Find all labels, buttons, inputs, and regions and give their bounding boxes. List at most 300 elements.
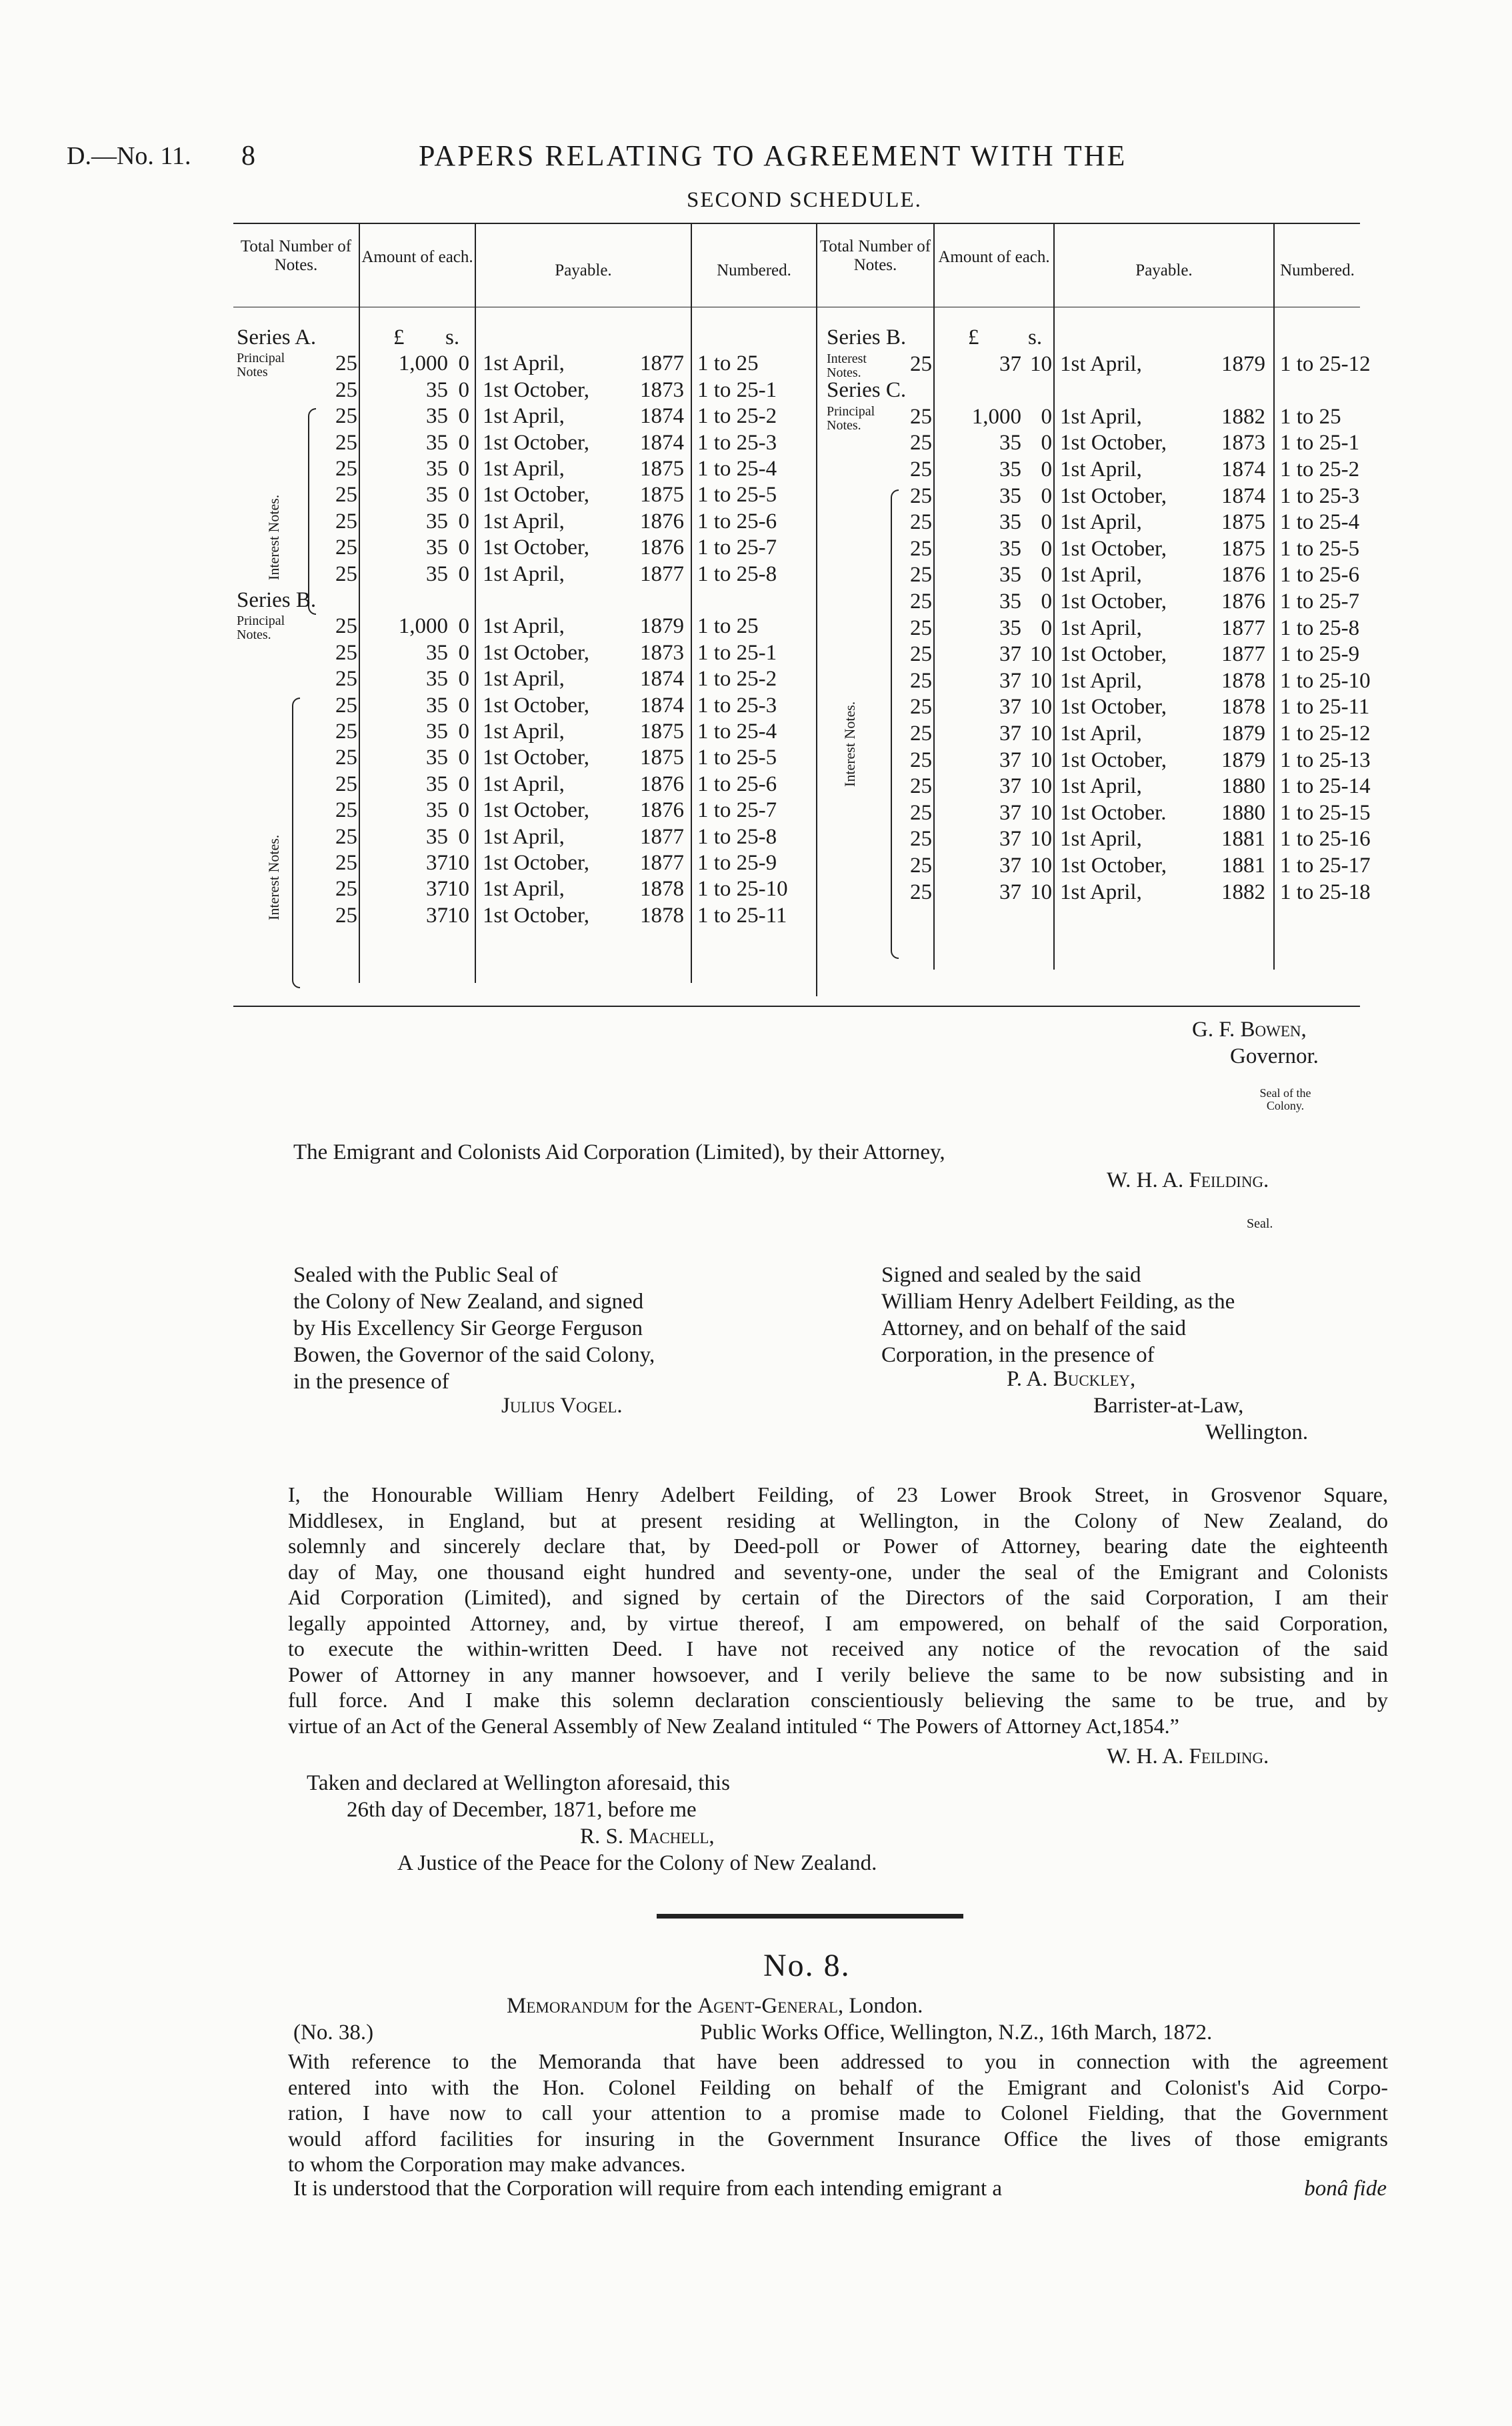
row-payable-date: 1st October. — [1060, 800, 1167, 825]
justice-name: R. S. Machell, — [580, 1825, 715, 1849]
row-payable-date: 1st October, — [483, 483, 589, 507]
row-pounds: 35 — [999, 616, 1021, 640]
row-count: 25 — [910, 748, 932, 772]
row-numbered: 1 to 25-10 — [1280, 668, 1371, 693]
row-numbered: 1 to 25-5 — [697, 746, 777, 770]
row-shillings: 0 — [458, 430, 469, 455]
row-pounds: 35 — [426, 457, 448, 481]
row-payable-date: 1st April, — [483, 720, 565, 744]
row-count: 25 — [910, 536, 932, 561]
shilling-marker: s. — [1028, 325, 1043, 349]
row-pounds: 35 — [999, 483, 1021, 508]
row-shillings: 0 — [458, 667, 469, 692]
row-pounds: 35 — [426, 404, 448, 429]
header-payable: Payable. — [555, 261, 612, 279]
row-payable-year: 1877 — [1221, 642, 1265, 667]
row-shillings: 0 — [1041, 589, 1052, 614]
row-shillings: 10 — [1030, 748, 1052, 772]
row-payable-date: 1st October, — [1060, 695, 1167, 720]
row-numbered: 1 to 25-17 — [1280, 854, 1371, 878]
row-payable-year: 1874 — [640, 430, 684, 455]
row-shillings: 10 — [1030, 695, 1052, 720]
row-payable-date: 1st October, — [1060, 431, 1167, 455]
row-payable-year: 1881 — [1221, 854, 1265, 878]
row-numbered: 1 to 25 — [697, 614, 759, 639]
row-pounds: 35 — [426, 430, 448, 455]
row-numbered: 1 to 25-8 — [1280, 616, 1360, 640]
row-shillings: 10 — [1030, 722, 1052, 746]
row-payable-year: 1874 — [640, 693, 684, 718]
row-payable-year: 1875 — [640, 483, 684, 507]
row-numbered: 1 to 25-4 — [1280, 510, 1360, 535]
row-payable-year: 1875 — [640, 720, 684, 744]
row-count: 25 — [910, 668, 932, 693]
row-count: 25 — [335, 561, 357, 586]
row-pounds: 37 — [426, 903, 448, 928]
row-payable-year: 1874 — [640, 404, 684, 429]
row-payable-year: 1874 — [1221, 483, 1265, 508]
row-count: 25 — [335, 824, 357, 849]
row-pounds: 37 — [999, 880, 1021, 904]
side-label-interest-notes: Interest Notes. — [265, 834, 282, 920]
declaration-line: virtue of an Act of the General Assembly of New Zealand intituled “ The Powers of Attorney Act,1854.” — [288, 1713, 1179, 1738]
col-divider — [816, 223, 817, 996]
row-payable-date: 1st October, — [483, 693, 589, 718]
row-shillings: 0 — [458, 693, 469, 718]
row-shillings: 0 — [1041, 457, 1052, 481]
table-bottom-rule — [233, 1006, 1360, 1007]
row-count: 25 — [910, 854, 932, 878]
row-payable-date: 1st April, — [1060, 668, 1142, 693]
sealed-line: in the presence of — [293, 1370, 449, 1394]
row-payable-year: 1874 — [640, 667, 684, 692]
row-payable-year: 1877 — [640, 561, 684, 586]
row-payable-date: 1st April, — [483, 614, 565, 639]
row-shillings: 0 — [1041, 536, 1052, 561]
row-count: 25 — [335, 772, 357, 796]
row-shillings: 0 — [458, 640, 469, 665]
row-shillings: 0 — [458, 720, 469, 744]
row-label: Series B. — [827, 325, 907, 349]
row-pounds: 35 — [426, 535, 448, 560]
row-numbered: 1 to 25-9 — [697, 851, 777, 875]
row-count: 25 — [910, 695, 932, 720]
row-payable-date: 1st April, — [483, 667, 565, 692]
section-number: No. 8. — [763, 1948, 851, 1983]
memo-suffix: , London. — [837, 1994, 923, 2018]
row-pounds: 35 — [426, 377, 448, 402]
row-count: 25 — [910, 351, 932, 376]
row-count: 25 — [910, 563, 932, 587]
header-amount: Amount of each. — [938, 248, 1050, 266]
row-pounds: 37 — [999, 695, 1021, 720]
row-pounds: 37 — [999, 748, 1021, 772]
row-count: 25 — [335, 720, 357, 744]
row-count: 25 — [910, 774, 932, 799]
row-numbered: 1 to 25-18 — [1280, 880, 1371, 904]
memo-office-date: Public Works Office, Wellington, N.Z., 16th March, 1872. — [700, 2021, 1213, 2045]
governor-title: Governor. — [1230, 1044, 1319, 1068]
page-number: 8 — [241, 141, 255, 171]
row-payable-date: 1st April, — [1060, 457, 1142, 481]
row-numbered: 1 to 25 — [1280, 404, 1341, 429]
row-shillings: 0 — [458, 351, 469, 376]
row-count: 25 — [335, 351, 357, 376]
row-count: 25 — [910, 800, 932, 825]
row-pounds: 35 — [426, 667, 448, 692]
row-payable-date: 1st October, — [483, 430, 589, 455]
row-pounds: 37 — [999, 854, 1021, 878]
row-payable-date: 1st October, — [483, 851, 589, 875]
row-payable-date: 1st October, — [483, 640, 589, 665]
sealed-line: Bowen, the Governor of the said Colony, — [293, 1343, 655, 1367]
row-shillings: 0 — [1041, 616, 1052, 640]
shilling-marker: s. — [445, 325, 460, 349]
row-count: 25 — [335, 877, 357, 902]
memo-line: would afford facilities for insuring in the Government Insurance Office the lives of those emigrants — [288, 2126, 1388, 2151]
declaration-line: Middlesex, in England, but at present residing at Wellington, in the Colony of New Zealand, do — [288, 1508, 1388, 1532]
row-label: Principal Notes. — [827, 403, 875, 433]
row-label: Principal Notes. — [237, 614, 285, 643]
row-pounds: 35 — [999, 536, 1021, 561]
signed-block — [881, 1262, 1235, 1368]
row-numbered: 1 to 25-5 — [1280, 536, 1360, 561]
memo-body — [288, 2049, 1388, 2177]
row-payable-date: 1st October, — [1060, 589, 1167, 614]
row-payable-year: 1877 — [640, 851, 684, 875]
row-pounds: 35 — [426, 640, 448, 665]
row-count: 25 — [335, 903, 357, 928]
row-count: 25 — [335, 509, 357, 533]
page-title: PAPERS RELATING TO AGREEMENT WITH THE — [419, 139, 1127, 172]
row-payable-date: 1st April, — [1060, 563, 1142, 587]
row-payable-year: 1878 — [640, 903, 684, 928]
memo-line: entered into with the Hon. Colonel Feilding on behalf of the Emigrant and Colonist's Aid Corpo- — [288, 2075, 1388, 2099]
row-pounds: 35 — [999, 589, 1021, 614]
memo-last-text: It is understood that the Corporation will require from each intending emigrant a — [293, 2177, 1003, 2201]
row-pounds: 35 — [999, 510, 1021, 535]
corporation-line: The Emigrant and Colonists Aid Corporation (Limited), by their Attorney, — [293, 1140, 945, 1164]
row-count: 25 — [910, 510, 932, 535]
declaration-line: Power of Attorney in any manner howsoever, and I verily believe the same to be now subsisting and in — [288, 1662, 1388, 1686]
row-payable-date: 1st April, — [1060, 351, 1142, 376]
signed-line: Signed and sealed by the said — [881, 1263, 1141, 1287]
row-payable-year: 1873 — [640, 640, 684, 665]
section-divider — [657, 1914, 963, 1919]
row-pounds: 37 — [999, 668, 1021, 693]
row-pounds: 35 — [426, 693, 448, 718]
row-payable-date: 1st April, — [483, 772, 565, 796]
row-payable-date: 1st October, — [1060, 536, 1167, 561]
row-count: 25 — [910, 616, 932, 640]
row-numbered: 1 to 25-16 — [1280, 827, 1371, 852]
row-payable-date: 1st October, — [483, 798, 589, 823]
row-numbered: 1 to 25-12 — [1280, 351, 1371, 376]
row-count: 25 — [335, 851, 357, 875]
row-shillings: 10 — [1030, 800, 1052, 825]
row-payable-date: 1st April, — [483, 824, 565, 849]
row-shillings: 0 — [458, 509, 469, 533]
witness-title: Barrister-at-Law, — [1093, 1394, 1244, 1418]
row-payable-year: 1877 — [1221, 616, 1265, 640]
row-shillings: 0 — [458, 824, 469, 849]
row-numbered: 1 to 25-14 — [1280, 774, 1371, 799]
row-numbered: 1 to 25-4 — [697, 720, 777, 744]
row-shillings: 0 — [458, 746, 469, 770]
row-payable-date: 1st April, — [483, 877, 565, 902]
row-numbered: 1 to 25-10 — [697, 877, 788, 902]
col-divider — [1273, 223, 1275, 970]
row-numbered: 1 to 25-8 — [697, 561, 777, 586]
memo-ref: (No. 38.) — [293, 2021, 374, 2045]
row-label: Interest Notes. — [827, 351, 867, 380]
col-divider — [691, 223, 692, 983]
row-shillings: 0 — [458, 404, 469, 429]
side-label-interest-notes: Interest Notes. — [841, 701, 858, 787]
sealed-block — [293, 1262, 655, 1395]
row-pounds: 35 — [999, 563, 1021, 587]
row-numbered: 1 to 25-4 — [697, 457, 777, 481]
row-shillings: 10 — [1030, 351, 1052, 376]
sealed-line: Sealed with the Public Seal of — [293, 1263, 558, 1287]
row-numbered: 1 to 25-11 — [1280, 695, 1370, 720]
row-payable-date: 1st April, — [483, 561, 565, 586]
row-shillings: 0 — [458, 561, 469, 586]
row-payable-date: 1st April, — [1060, 510, 1142, 535]
row-payable-date: 1st April, — [1060, 827, 1142, 852]
row-count: 25 — [910, 483, 932, 508]
row-payable-year: 1876 — [1221, 563, 1265, 587]
bona-fide: bonâ fide — [1304, 2177, 1387, 2201]
row-payable-year: 1876 — [640, 535, 684, 560]
header-amount: Amount of each. — [361, 248, 473, 266]
row-shillings: 10 — [1030, 668, 1052, 693]
header-payable: Payable. — [1135, 261, 1193, 279]
row-pounds: 37 — [999, 800, 1021, 825]
row-pounds: 35 — [426, 824, 448, 849]
row-count: 25 — [910, 880, 932, 904]
memo-middle: for the — [628, 1994, 698, 2018]
col-divider — [475, 223, 476, 983]
col-divider — [1053, 223, 1055, 970]
row-pounds: 35 — [426, 483, 448, 507]
row-shillings: 0 — [1041, 563, 1052, 587]
row-shillings: 10 — [447, 877, 469, 902]
header-numbered: Numbered. — [717, 261, 791, 279]
row-shillings: 0 — [458, 535, 469, 560]
group-brace — [292, 698, 300, 988]
row-pounds: 1,000 — [398, 614, 448, 639]
row-payable-year: 1875 — [640, 457, 684, 481]
witness-buckley: P. A. Buckley, — [1007, 1367, 1136, 1391]
declaration-line: legally appointed Attorney, and, by virtue thereof, I am empowered, on behalf of the said Corporation, — [288, 1610, 1388, 1635]
row-payable-date: 1st October, — [1060, 748, 1167, 772]
row-payable-date: 1st October, — [483, 903, 589, 928]
colony-seal: Seal of the Colony. — [1259, 1086, 1311, 1112]
row-count: 25 — [335, 667, 357, 692]
row-count: 25 — [335, 535, 357, 560]
group-brace — [891, 489, 899, 959]
row-shillings: 0 — [1041, 510, 1052, 535]
row-numbered: 1 to 25-12 — [1280, 722, 1371, 746]
memo-line: to whom the Corporation may make advances. — [288, 2152, 686, 2176]
row-label: Series B. — [237, 588, 317, 612]
row-payable-date: 1st October, — [483, 746, 589, 770]
row-payable-year: 1874 — [1221, 457, 1265, 481]
row-shillings: 0 — [1041, 431, 1052, 455]
row-pounds: 35 — [426, 772, 448, 796]
row-payable-date: 1st April, — [1060, 722, 1142, 746]
row-pounds: 37 — [426, 851, 448, 875]
row-pounds: 35 — [426, 746, 448, 770]
row-shillings: 10 — [447, 851, 469, 875]
row-payable-date: 1st April, — [1060, 404, 1142, 429]
group-brace — [308, 408, 316, 615]
row-payable-date: 1st October, — [1060, 854, 1167, 878]
row-numbered: 1 to 25-3 — [697, 693, 777, 718]
declarant-signature: W. H. A. Feilding. — [1107, 1744, 1269, 1768]
document-reference: D.—No. 11. — [67, 142, 191, 170]
row-payable-year: 1879 — [1221, 722, 1265, 746]
row-count: 25 — [335, 640, 357, 665]
row-shillings: 10 — [1030, 880, 1052, 904]
taken-line-1: Taken and declared at Wellington aforesaid, this — [307, 1771, 730, 1795]
row-shillings: 10 — [1030, 854, 1052, 878]
row-shillings: 0 — [458, 483, 469, 507]
row-numbered: 1 to 25-1 — [697, 640, 777, 665]
row-payable-year: 1877 — [640, 351, 684, 376]
row-payable-year: 1875 — [1221, 536, 1265, 561]
row-label: Series C. — [827, 378, 907, 403]
row-count: 25 — [335, 746, 357, 770]
row-payable-year: 1880 — [1221, 800, 1265, 825]
header-total: Total Number of Notes. — [819, 237, 931, 274]
row-shillings: 10 — [1030, 774, 1052, 799]
attorney-signature: W. H. A. Feilding. — [1107, 1168, 1269, 1192]
row-shillings: 0 — [458, 377, 469, 402]
row-pounds: 35 — [426, 509, 448, 533]
row-numbered: 1 to 25-5 — [697, 483, 777, 507]
row-numbered: 1 to 25-7 — [697, 798, 777, 823]
row-numbered: 1 to 25-13 — [1280, 748, 1371, 772]
row-payable-year: 1873 — [1221, 431, 1265, 455]
row-count: 25 — [335, 483, 357, 507]
memo-line: ration, I have now to call your attention to a promise made to Colonel Fielding, that the Government — [288, 2101, 1388, 2125]
row-payable-date: 1st April, — [1060, 880, 1142, 904]
row-payable-year: 1879 — [1221, 748, 1265, 772]
governor-name — [1192, 1018, 1307, 1042]
row-payable-date: 1st October, — [1060, 642, 1167, 667]
declaration-line: full force. And I make this solemn declaration conscientiously believing the same to be true, and by — [288, 1688, 1388, 1712]
row-payable-year: 1878 — [640, 877, 684, 902]
row-numbered: 1 to 25-3 — [1280, 483, 1360, 508]
header-numbered: Numbered. — [1280, 261, 1355, 279]
row-payable-year: 1882 — [1221, 404, 1265, 429]
row-numbered: 1 to 25-2 — [697, 404, 777, 429]
signed-line: William Henry Adelbert Feilding, as the — [881, 1290, 1235, 1314]
row-shillings: 0 — [458, 798, 469, 823]
row-shillings: 0 — [1041, 404, 1052, 429]
justice-title: A Justice of the Peace for the Colony of New Zealand. — [397, 1851, 877, 1875]
row-shillings: 0 — [458, 614, 469, 639]
memorandum-heading — [507, 1994, 923, 2019]
row-payable-date: 1st April, — [483, 404, 565, 429]
row-count: 25 — [910, 722, 932, 746]
witness-place: Wellington. — [1205, 1420, 1309, 1444]
row-numbered: 1 to 25-8 — [697, 824, 777, 849]
row-pounds: 37 — [999, 774, 1021, 799]
row-shillings: 10 — [1030, 642, 1052, 667]
row-pounds: 37 — [999, 351, 1021, 376]
row-payable-date: 1st October, — [1060, 483, 1167, 508]
schedule-title: SECOND SCHEDULE. — [687, 188, 922, 212]
row-numbered: 1 to 25-6 — [697, 509, 777, 533]
pound-marker: £ — [968, 325, 979, 349]
row-count: 25 — [335, 430, 357, 455]
row-payable-year: 1875 — [1221, 510, 1265, 535]
row-shillings: 0 — [458, 457, 469, 481]
row-numbered: 1 to 25-9 — [1280, 642, 1360, 667]
row-payable-year: 1878 — [1221, 668, 1265, 693]
row-pounds: 37 — [999, 827, 1021, 852]
memo-agent: Agent-General — [697, 1994, 838, 2018]
row-numbered: 1 to 25-6 — [697, 772, 777, 796]
row-pounds: 1,000 — [971, 404, 1021, 429]
witness-vogel: Julius Vogel. — [501, 1394, 623, 1418]
row-payable-year: 1878 — [1221, 695, 1265, 720]
declaration-line: I, the Honourable William Henry Adelbert Feilding, of 23 Lower Brook Street, in Grosvenor Square, — [288, 1482, 1388, 1506]
declaration-paragraph — [288, 1482, 1388, 1738]
pound-marker: £ — [393, 325, 405, 349]
memo-last-line — [293, 2177, 1387, 2201]
row-payable-year: 1877 — [640, 824, 684, 849]
memo-line: With reference to the Memoranda that have been addressed to you in connection with the agreement — [288, 2049, 1388, 2073]
declaration-line: Aid Corporation (Limited), and signed by certain of the Directors of the said Corporation, I am their — [288, 1585, 1388, 1609]
row-numbered: 1 to 25-15 — [1280, 800, 1371, 825]
row-payable-date: 1st October, — [483, 535, 589, 560]
row-count: 25 — [335, 614, 357, 639]
row-pounds: 35 — [426, 720, 448, 744]
row-payable-year: 1876 — [640, 772, 684, 796]
row-numbered: 1 to 25-7 — [1280, 589, 1360, 614]
row-numbered: 1 to 25-11 — [697, 903, 787, 928]
row-numbered: 1 to 25-1 — [1280, 431, 1360, 455]
row-numbered: 1 to 25 — [697, 351, 759, 376]
row-count: 25 — [910, 642, 932, 667]
declaration-line: day of May, one thousand eight hundred and seventy-one, under the seal of the Emigrant and Colonists — [288, 1559, 1388, 1584]
row-shillings: 10 — [1030, 827, 1052, 852]
row-pounds: 35 — [426, 561, 448, 586]
declaration-line: to execute the within-written Deed. I have not received any notice of the revocation of the said — [288, 1636, 1388, 1660]
row-count: 25 — [910, 457, 932, 481]
row-payable-year: 1876 — [640, 509, 684, 533]
row-pounds: 35 — [999, 457, 1021, 481]
row-count: 25 — [335, 404, 357, 429]
memo-prefix: Memorandum — [507, 1994, 629, 2018]
row-count: 25 — [335, 693, 357, 718]
row-payable-year: 1879 — [1221, 351, 1265, 376]
row-payable-year: 1876 — [640, 798, 684, 823]
row-numbered: 1 to 25-2 — [697, 667, 777, 692]
row-payable-year: 1876 — [1221, 589, 1265, 614]
declaration-line: solemnly and sincerely declare that, by Deed-poll or Power of Attorney, bearing date the eighteenth — [288, 1534, 1388, 1558]
row-payable-date: 1st October, — [483, 377, 589, 402]
row-numbered: 1 to 25-3 — [697, 430, 777, 455]
row-payable-date: 1st April, — [1060, 616, 1142, 640]
row-numbered: 1 to 25-7 — [697, 535, 777, 560]
row-count: 25 — [335, 457, 357, 481]
row-payable-year: 1875 — [640, 746, 684, 770]
